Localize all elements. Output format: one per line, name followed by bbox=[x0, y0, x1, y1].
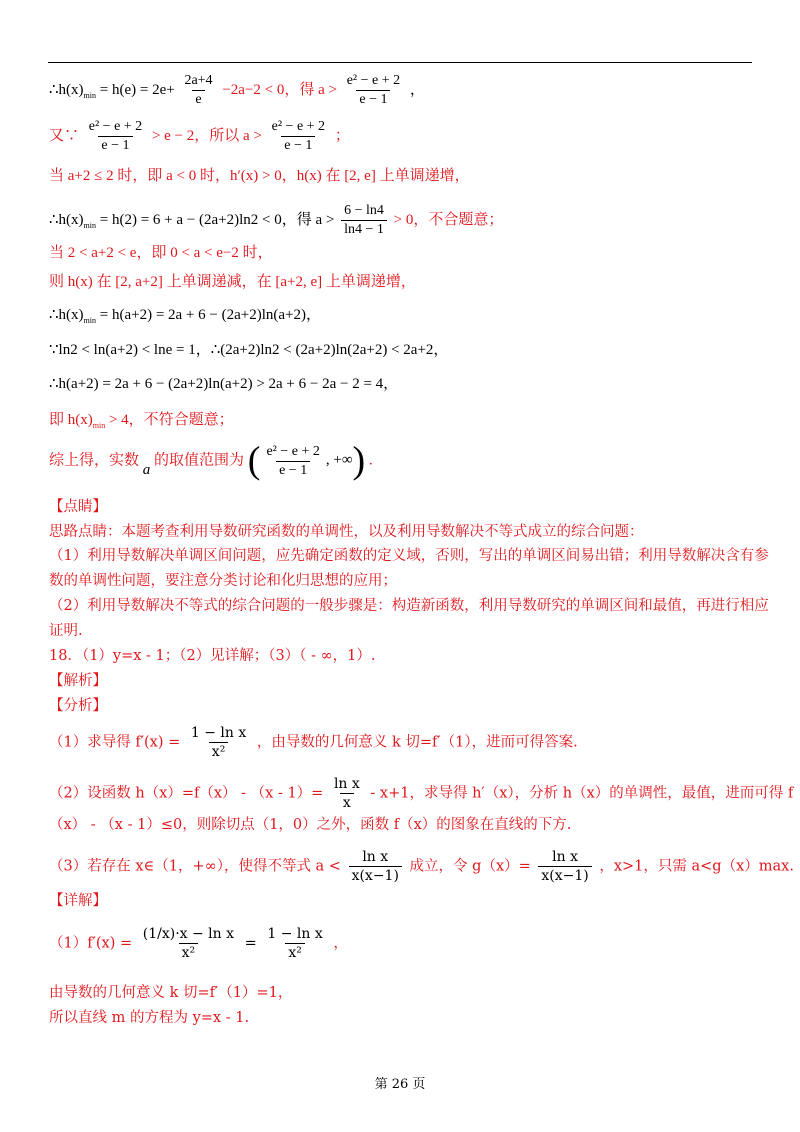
formula-line-8: ∵ln2 < ln(a+2) < lne = 1，∴(2a+2)ln2 < (2a+2)ln(2a+2) < 2a+2， bbox=[49, 342, 449, 358]
formula-line-3: 当 a+2 ≤ 2 时，即 a < 0 时，h′(x) > 0，h(x) 在 [2, e] 上单调递增， bbox=[49, 168, 470, 184]
dianjing-line-4: （2）利用导数解决不等式的综合问题的一般步骤是：构造新函数，利用导数研究的单调区间和最值，再进行相应 bbox=[49, 598, 769, 614]
analysis-2: （2）设函数 h（x）=f（x） - （x - 1）= $\frac{\text{ln x}}{x}$ - x+1，求导得 h′（x），分析 h（x）的单调性，最值，进而可得 f bbox=[49, 776, 794, 811]
formula-line-4: $\therefore h(x)_{min} = h(2) = 6 + a - (2a+2)\ln 2 < 0$，得 a > $\frac{6 - \ln 4}{\ln 4 - 1}$ > 0，不合题意； bbox=[49, 203, 504, 237]
dianjing-line-5: 证明. bbox=[49, 623, 83, 639]
dianjing-line-2: （1）利用导数解决单调区间问题，应先确定函数的定义域，否则，写出的单调区间易出错；利用导数解决含有参 bbox=[49, 548, 769, 564]
formula-line-11: 综上得，实数 a 的取值范围为 ( $\frac{\text{e² − e + 2}}{e - 1}$ , +∞) . bbox=[49, 440, 373, 482]
analysis-3: （3）若存在 x∈（1，+∞），使得不等式 a < $\frac{\text{ln x}}{x(x-1)}$ 成立，令 g（x）= $\frac{\text{ln x}}{x(x-1)}$ ，x>1，只需 a<g（x）max. bbox=[49, 849, 794, 884]
formula-line-7: $\therefore h(x)_{min} = h(a+2) = 2a + 6 - (2a+2)\ln(a+2)$， bbox=[49, 307, 321, 325]
detail-2: 由导数的几何意义 k 切=f′（1）=1， bbox=[49, 985, 293, 1001]
question-18-answer: 18．（1）y=x - 1；（2）见详解；（3）（ - ∞，1）. bbox=[49, 648, 376, 664]
page-number: 第 26 页 bbox=[374, 1077, 426, 1092]
fenxi-title: 【分析】 bbox=[49, 698, 107, 714]
formula-line-5: 当 2 < a+2 < e，即 0 < a < e−2 时， bbox=[49, 245, 273, 261]
xiangjie-title: 【详解】 bbox=[49, 893, 107, 909]
dianjing-title: 【点睛】 bbox=[49, 499, 107, 515]
detail-3: 所以直线 m 的方程为 y=x - 1. bbox=[49, 1010, 250, 1026]
dianjing-line-3: 数的单调性问题，要注意分类讨论和化归思想的应用； bbox=[49, 573, 397, 589]
formula-line-10: 即 $h(x)_{min} > 4$，不符合题意； bbox=[49, 412, 234, 430]
analysis-1: （1）求导得 f′(x) = $\frac{\text{1 − ln x}}{\text{x²}}$ ，由导数的几何意义 k 切=f′（1），进而可得答案. bbox=[49, 725, 578, 760]
formula-line-1: $\therefore h(x)_{min} = h(e) = 2e+$ $\frac{2a+4}{e}$ −2a−2 < 0，得 a > $\frac{\text{e² − e + 2}}{e - 1}$ ， bbox=[49, 73, 425, 107]
formula-line-9: ∴h(a+2) = 2a + 6 − (2a+2)ln(a+2) > 2a + 6 − 2a − 2 = 4， bbox=[49, 376, 399, 392]
dianjing-line-1: 思路点睛：本题考查利用导数研究函数的单调性，以及利用导数解决不等式成立的综合问题： bbox=[49, 524, 644, 540]
analysis-2-cont: （x） - （x - 1）≤0，则除切点（1，0）之外，函数 f（x）的图象在直线的下方. bbox=[49, 817, 572, 833]
formula-line-2: 又∵ $\frac{\text{e² − e + 2}}{e - 1}$ > e − 2，所以 a > $\frac{\text{e² − e + 2}}{e - 1}$ ； bbox=[49, 119, 350, 153]
header-rule bbox=[48, 62, 752, 63]
formula-line-6: 则 h(x) 在 [2, a+2] 上单调递减，在 [a+2, e] 上单调递增， bbox=[49, 274, 416, 290]
jiexi-title: 【解析】 bbox=[49, 673, 107, 689]
detail-1: （1）f′(x) = $\frac{\text{(1/x)·x − ln x}}{\text{x²}}$ = $\frac{\text{1 − ln x}}{\text{x²}}$ ， bbox=[49, 926, 348, 961]
